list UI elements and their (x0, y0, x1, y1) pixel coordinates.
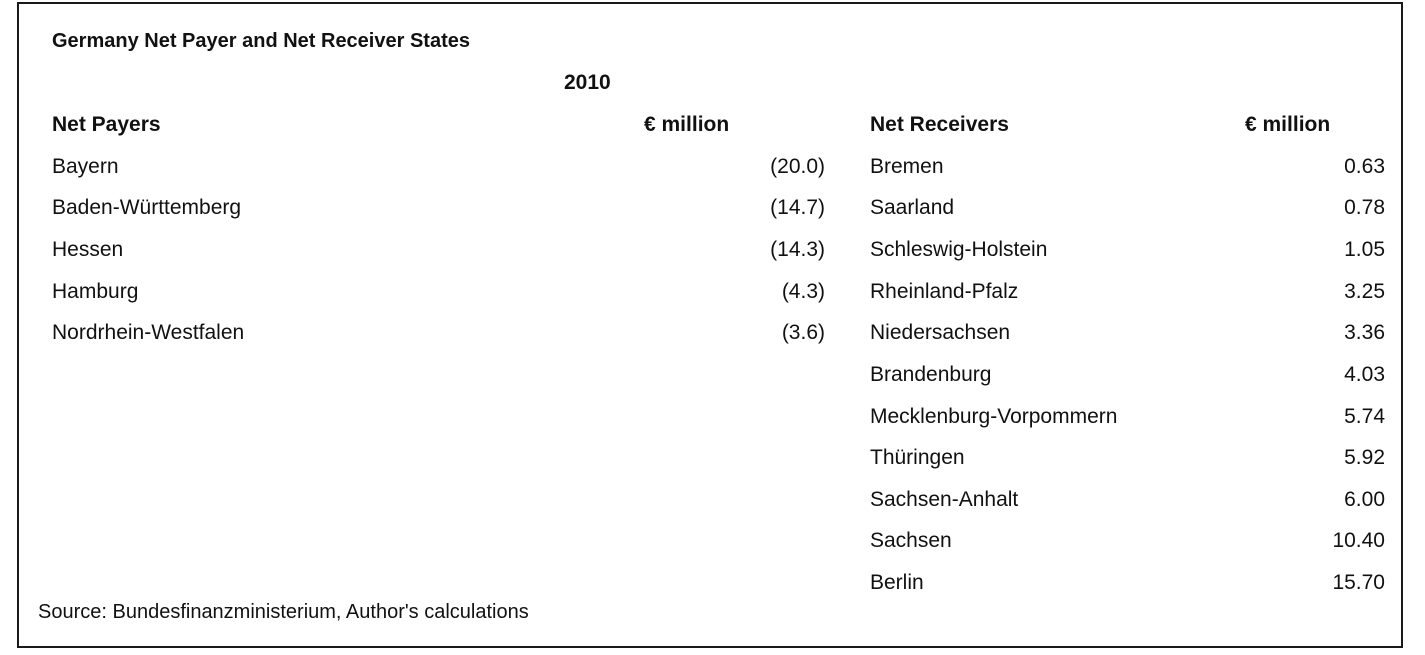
receiver-value: 15.70 (1332, 571, 1385, 594)
table-title: Germany Net Payer and Net Receiver States (52, 30, 470, 52)
receiver-value: 0.63 (1344, 155, 1385, 178)
payer-state: Hessen (52, 238, 124, 261)
receiver-state: Berlin (870, 571, 924, 594)
table-year: 2010 (564, 71, 611, 94)
receiver-state: Schleswig-Holstein (870, 238, 1048, 261)
net-receivers-header: Net Receivers (870, 113, 1009, 136)
receiver-value: 4.03 (1344, 363, 1385, 386)
receiver-value: 6.00 (1344, 488, 1385, 511)
payer-value: (14.7) (770, 196, 825, 219)
receiver-state: Brandenburg (870, 363, 992, 386)
receiver-value: 1.05 (1344, 238, 1385, 261)
payer-state: Baden-Württemberg (52, 196, 242, 219)
receiver-value: 3.25 (1344, 280, 1385, 303)
receiver-value: 5.74 (1344, 405, 1385, 428)
receiver-state: Sachsen-Anhalt (870, 488, 1019, 511)
payer-value: (3.6) (781, 321, 825, 344)
receiver-state: Thüringen (870, 446, 965, 469)
receiver-value: 10.40 (1332, 529, 1385, 552)
receiver-state: Niedersachsen (870, 321, 1011, 344)
net-payers-unit-header: € million (644, 113, 730, 136)
payer-state: Bayern (52, 155, 119, 178)
payer-value: (14.3) (770, 238, 825, 261)
payer-value: (4.3) (781, 280, 825, 303)
receiver-state: Rheinland-Pfalz (870, 280, 1019, 303)
receiver-state: Sachsen (870, 529, 952, 552)
receiver-value: 5.92 (1344, 446, 1385, 469)
payer-value: (20.0) (770, 155, 825, 178)
receiver-value: 3.36 (1344, 321, 1385, 344)
net-payers-header: Net Payers (52, 113, 161, 136)
payer-state: Nordrhein-Westfalen (52, 321, 245, 344)
net-receivers-unit-header: € million (1245, 113, 1331, 136)
receiver-state: Saarland (870, 196, 955, 219)
receiver-state: Mecklenburg-Vorpommern (870, 405, 1118, 428)
receiver-state: Bremen (870, 155, 944, 178)
payer-state: Hamburg (52, 280, 139, 303)
source-note: Source: Bundesfinanzministerium, Author's calculations (38, 601, 529, 623)
receiver-value: 0.78 (1344, 196, 1385, 219)
